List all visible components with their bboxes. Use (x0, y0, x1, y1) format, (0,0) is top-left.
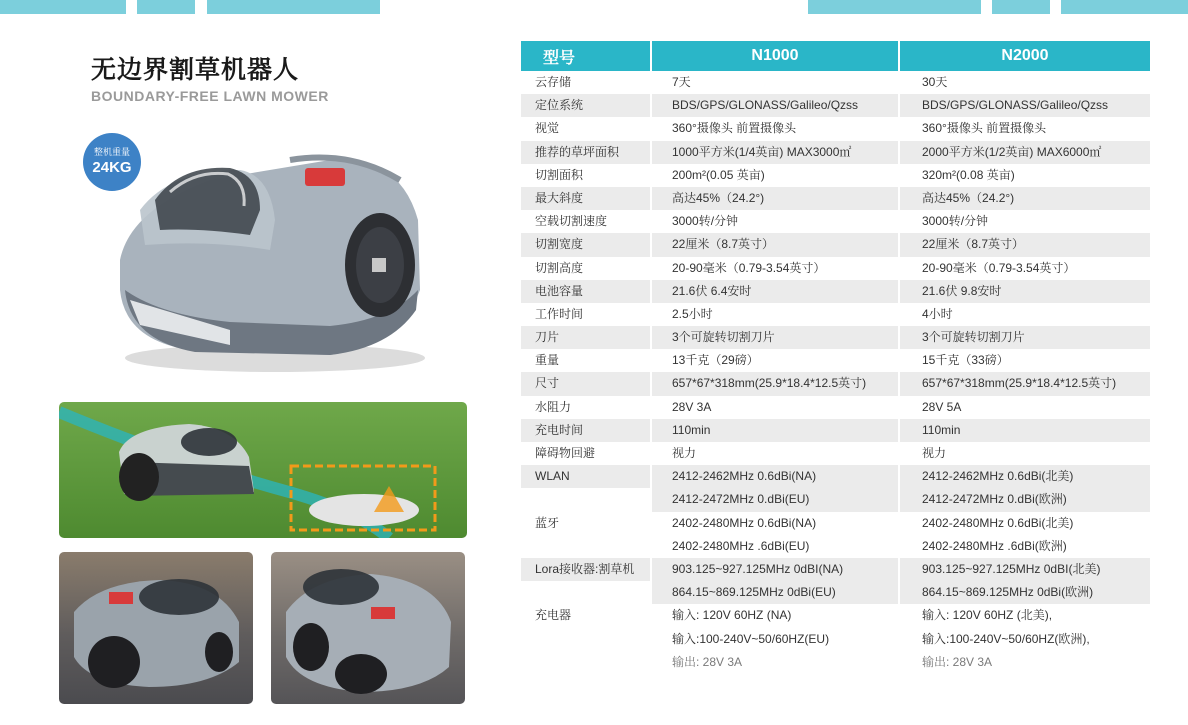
table-row (521, 512, 1150, 558)
spec-value-line: 110min (922, 422, 961, 437)
spec-value-line: 28V 5A (922, 399, 962, 414)
table-row (521, 558, 1150, 604)
spec-table (521, 41, 1150, 674)
top-bar-2 (137, 0, 195, 14)
spec-value-line: 2412-2462MHz 0.6dBi(NA) (672, 469, 817, 484)
spec-label: 定位系统 (521, 94, 650, 117)
spec-value-line: 657*67*318mm(25.9*18.4*12.5英寸) (672, 376, 867, 391)
table-row (521, 442, 1150, 465)
weight-badge (83, 133, 141, 191)
spec-value-line: 22厘米（8.7英寸） (922, 237, 1025, 252)
spec-label: 切割高度 (535, 260, 584, 275)
spec-label: 充电时间 (521, 419, 650, 442)
spec-label: 重量 (535, 353, 560, 368)
table-row (521, 233, 1150, 256)
spec-value-n2000 (900, 141, 1150, 164)
spec-value-n2000 (900, 164, 1150, 187)
spec-value-n2000 (900, 187, 1150, 210)
spec-label: 空载切割速度 (535, 214, 608, 229)
spec-value-n2000 (900, 419, 1150, 442)
spec-value-line: 28V 3A (672, 399, 712, 414)
spec-value-n1000 (652, 187, 898, 210)
spec-value-n1000 (652, 233, 898, 256)
badge-label: 整机重量 (93, 148, 130, 158)
spec-value-n2000 (900, 117, 1150, 140)
spec-value-line: 2412-2472MHz 0.dBi(EU) (672, 492, 810, 507)
spec-value-line: 200m²(0.05 英亩) (672, 167, 765, 182)
table-row (521, 419, 1150, 442)
spec-value-line: 360°摄像头 前置摄像头 (672, 121, 797, 136)
table-row (521, 141, 1150, 164)
spec-value-n1000 (652, 94, 898, 117)
driveway-photo-illustration-2 (271, 552, 465, 704)
spec-value-line: 3个可旋转切割刀片 (922, 330, 1025, 345)
spec-value-line: BDS/GPS/GLONASS/Galileo/Qzss (922, 98, 1109, 113)
spec-value-n1000 (652, 71, 898, 94)
spec-label: 障碍物回避 (535, 446, 596, 460)
spec-value-n1000 (652, 465, 898, 511)
header-model: 型号 (521, 41, 650, 71)
top-bar-4 (808, 0, 981, 14)
spec-label: 水阻力 (535, 399, 572, 414)
page-title: 无边界割草机器人 (91, 55, 300, 84)
page-subtitle: BOUNDARY-FREE LAWN MOWER (91, 88, 329, 104)
top-bar-3 (207, 0, 380, 14)
spec-value-n2000 (900, 94, 1150, 117)
spec-value-n2000 (900, 396, 1150, 419)
spec-value-line: 3000转/分钟 (922, 214, 989, 229)
spec-value-line: 21.6伏 6.4安时 (672, 283, 752, 298)
spec-value-line: 864.15~869.125MHz 0dBi(EU) (672, 585, 836, 600)
spec-value-line: 2402-2480MHz .6dBi(欧洲) (922, 538, 1067, 553)
spec-value-n1000 (652, 141, 898, 164)
table-row (521, 210, 1150, 233)
spec-value-n1000 (652, 442, 898, 465)
spec-label: 刀片 (521, 326, 650, 349)
table-row (521, 94, 1150, 117)
spec-value-n1000 (652, 210, 898, 233)
spec-value-n2000 (900, 71, 1150, 94)
driveway-photo-illustration-1 (59, 552, 253, 704)
spec-value-line: 15千克（33磅） (922, 353, 1009, 368)
spec-value-line: 输入: 120V 60HZ (NA) (672, 608, 792, 623)
spec-label: 最大斜度 (521, 187, 650, 210)
spec-value-line: 903.125~927.125MHz 0dBI(NA) (672, 561, 844, 576)
spec-value-line: 864.15~869.125MHz 0dBi(欧洲) (922, 585, 1094, 600)
spec-table-body (521, 71, 1150, 674)
spec-value-line: 输入: 120V 60HZ (北美), (922, 608, 1053, 623)
spec-label: 推荐的草坪面积 (521, 141, 650, 164)
spec-value-line: 4小时 (922, 306, 953, 321)
spec-value-n2000 (900, 349, 1150, 372)
spec-label: 切割面积 (535, 167, 584, 182)
spec-value-n1000 (652, 419, 898, 442)
spec-value-n2000 (900, 303, 1150, 326)
spec-value-line: 2.5小时 (672, 306, 713, 321)
spec-value-line: 110min (672, 422, 711, 437)
table-row (521, 117, 1150, 140)
table-row (521, 396, 1150, 419)
spec-value-n1000 (652, 257, 898, 280)
spec-value-n1000 (652, 558, 898, 604)
spec-label: 电池容量 (521, 280, 650, 303)
spec-value-line: 输入:100-240V~50/60HZ(EU) (672, 631, 830, 646)
spec-value-n1000 (652, 164, 898, 187)
table-row (521, 187, 1150, 210)
spec-value-n2000 (900, 280, 1150, 303)
spec-value-line: 2402-2480MHz 0.6dBi(北美) (922, 515, 1074, 530)
spec-value-line: 360°摄像头 前置摄像头 (922, 121, 1047, 136)
spec-value-n2000 (900, 465, 1150, 511)
spec-label: Lora接收器:割草机 (521, 558, 650, 581)
spec-value-n2000 (900, 326, 1150, 349)
table-row (521, 71, 1150, 94)
spec-value-line: 高达45%（24.2°) (672, 190, 765, 205)
spec-label: 充电器 (535, 608, 572, 623)
spec-value-line: 视力 (922, 446, 947, 460)
table-row (521, 326, 1150, 349)
table-row (521, 303, 1150, 326)
table-row (521, 280, 1150, 303)
table-row (521, 257, 1150, 280)
spec-value-n1000 (652, 280, 898, 303)
spec-value-line: 2000平方米(1/2英亩) MAX6000㎡ (922, 144, 1102, 159)
lawn-obstacle-photo (59, 402, 467, 538)
mower-driveway-photo-front (59, 552, 253, 704)
spec-value-line: 3000转/分钟 (672, 214, 739, 229)
header-n1000: N1000 (652, 41, 898, 71)
spec-label: 视觉 (535, 121, 560, 136)
spec-value-line: 视力 (672, 446, 697, 460)
top-bar-6 (1061, 0, 1188, 14)
spec-value-n1000 (652, 512, 898, 558)
table-row (521, 465, 1150, 511)
spec-value-n2000 (900, 257, 1150, 280)
table-row (521, 164, 1150, 187)
mower-driveway-photo-side (271, 552, 465, 704)
spec-value-line: 21.6伏 9.8安时 (922, 283, 1002, 298)
spec-value-line: 30天 (922, 75, 948, 89)
spec-value-n1000 (652, 396, 898, 419)
lawn-photo-illustration (59, 402, 467, 538)
table-row (521, 349, 1150, 372)
spec-value-line: 20-90毫米（0.79-3.54英寸） (922, 260, 1076, 275)
badge-value: 24KG (92, 159, 132, 176)
spec-value-line: 2412-2472MHz 0.dBi(欧洲) (922, 492, 1067, 507)
spec-value-n1000 (652, 604, 898, 674)
spec-label: 切割宽度 (521, 233, 650, 256)
spec-value-line: 2412-2462MHz 0.6dBi(北美) (922, 469, 1074, 484)
top-bar-5 (992, 0, 1050, 14)
top-bar-1 (0, 0, 126, 14)
spec-value-n1000 (652, 303, 898, 326)
spec-value-n1000 (652, 326, 898, 349)
table-row (521, 372, 1150, 395)
spec-value-line: 657*67*318mm(25.9*18.4*12.5英寸) (922, 376, 1117, 391)
table-row (521, 604, 1150, 674)
spec-table-header (521, 41, 1150, 71)
spec-value-n2000 (900, 372, 1150, 395)
spec-value-n2000 (900, 233, 1150, 256)
spec-label: 工作时间 (535, 306, 584, 321)
spec-label: 尺寸 (521, 372, 650, 395)
spec-value-line: 320m²(0.08 英亩) (922, 167, 1015, 182)
spec-value-n2000 (900, 442, 1150, 465)
spec-value-line: 20-90毫米（0.79-3.54英寸） (672, 260, 826, 275)
spec-value-line: 22厘米（8.7英寸） (672, 237, 775, 252)
spec-value-line: 1000平方米(1/4英亩) MAX3000㎡ (672, 144, 852, 159)
header-n2000: N2000 (900, 41, 1150, 71)
spec-value-line: 903.125~927.125MHz 0dBI(北美) (922, 561, 1101, 576)
spec-value-n2000 (900, 604, 1150, 674)
spec-value-line: 输出: 28V 3A (672, 654, 743, 669)
spec-value-n1000 (652, 372, 898, 395)
spec-value-line: 7天 (672, 75, 691, 89)
spec-value-n1000 (652, 117, 898, 140)
spec-value-n2000 (900, 210, 1150, 233)
spec-value-line: 输出: 28V 3A (922, 654, 993, 669)
spec-value-line: 2402-2480MHz .6dBi(EU) (672, 538, 810, 553)
spec-value-n1000 (652, 349, 898, 372)
mower-hero-image (100, 140, 430, 380)
spec-label: 蓝牙 (535, 515, 560, 530)
spec-label: 云存储 (535, 75, 572, 89)
spec-value-line: 高达45%（24.2°) (922, 190, 1015, 205)
spec-value-line: 输入:100-240V~50/60HZ(欧洲), (922, 631, 1090, 646)
spec-value-line: 13千克（29磅） (672, 353, 759, 368)
spec-value-n2000 (900, 512, 1150, 558)
spec-value-line: 2402-2480MHz 0.6dBi(NA) (672, 515, 817, 530)
spec-value-line: 3个可旋转切割刀片 (672, 330, 775, 345)
spec-value-line: BDS/GPS/GLONASS/Galileo/Qzss (672, 98, 859, 113)
spec-value-n2000 (900, 558, 1150, 604)
spec-label: WLAN (521, 465, 650, 488)
